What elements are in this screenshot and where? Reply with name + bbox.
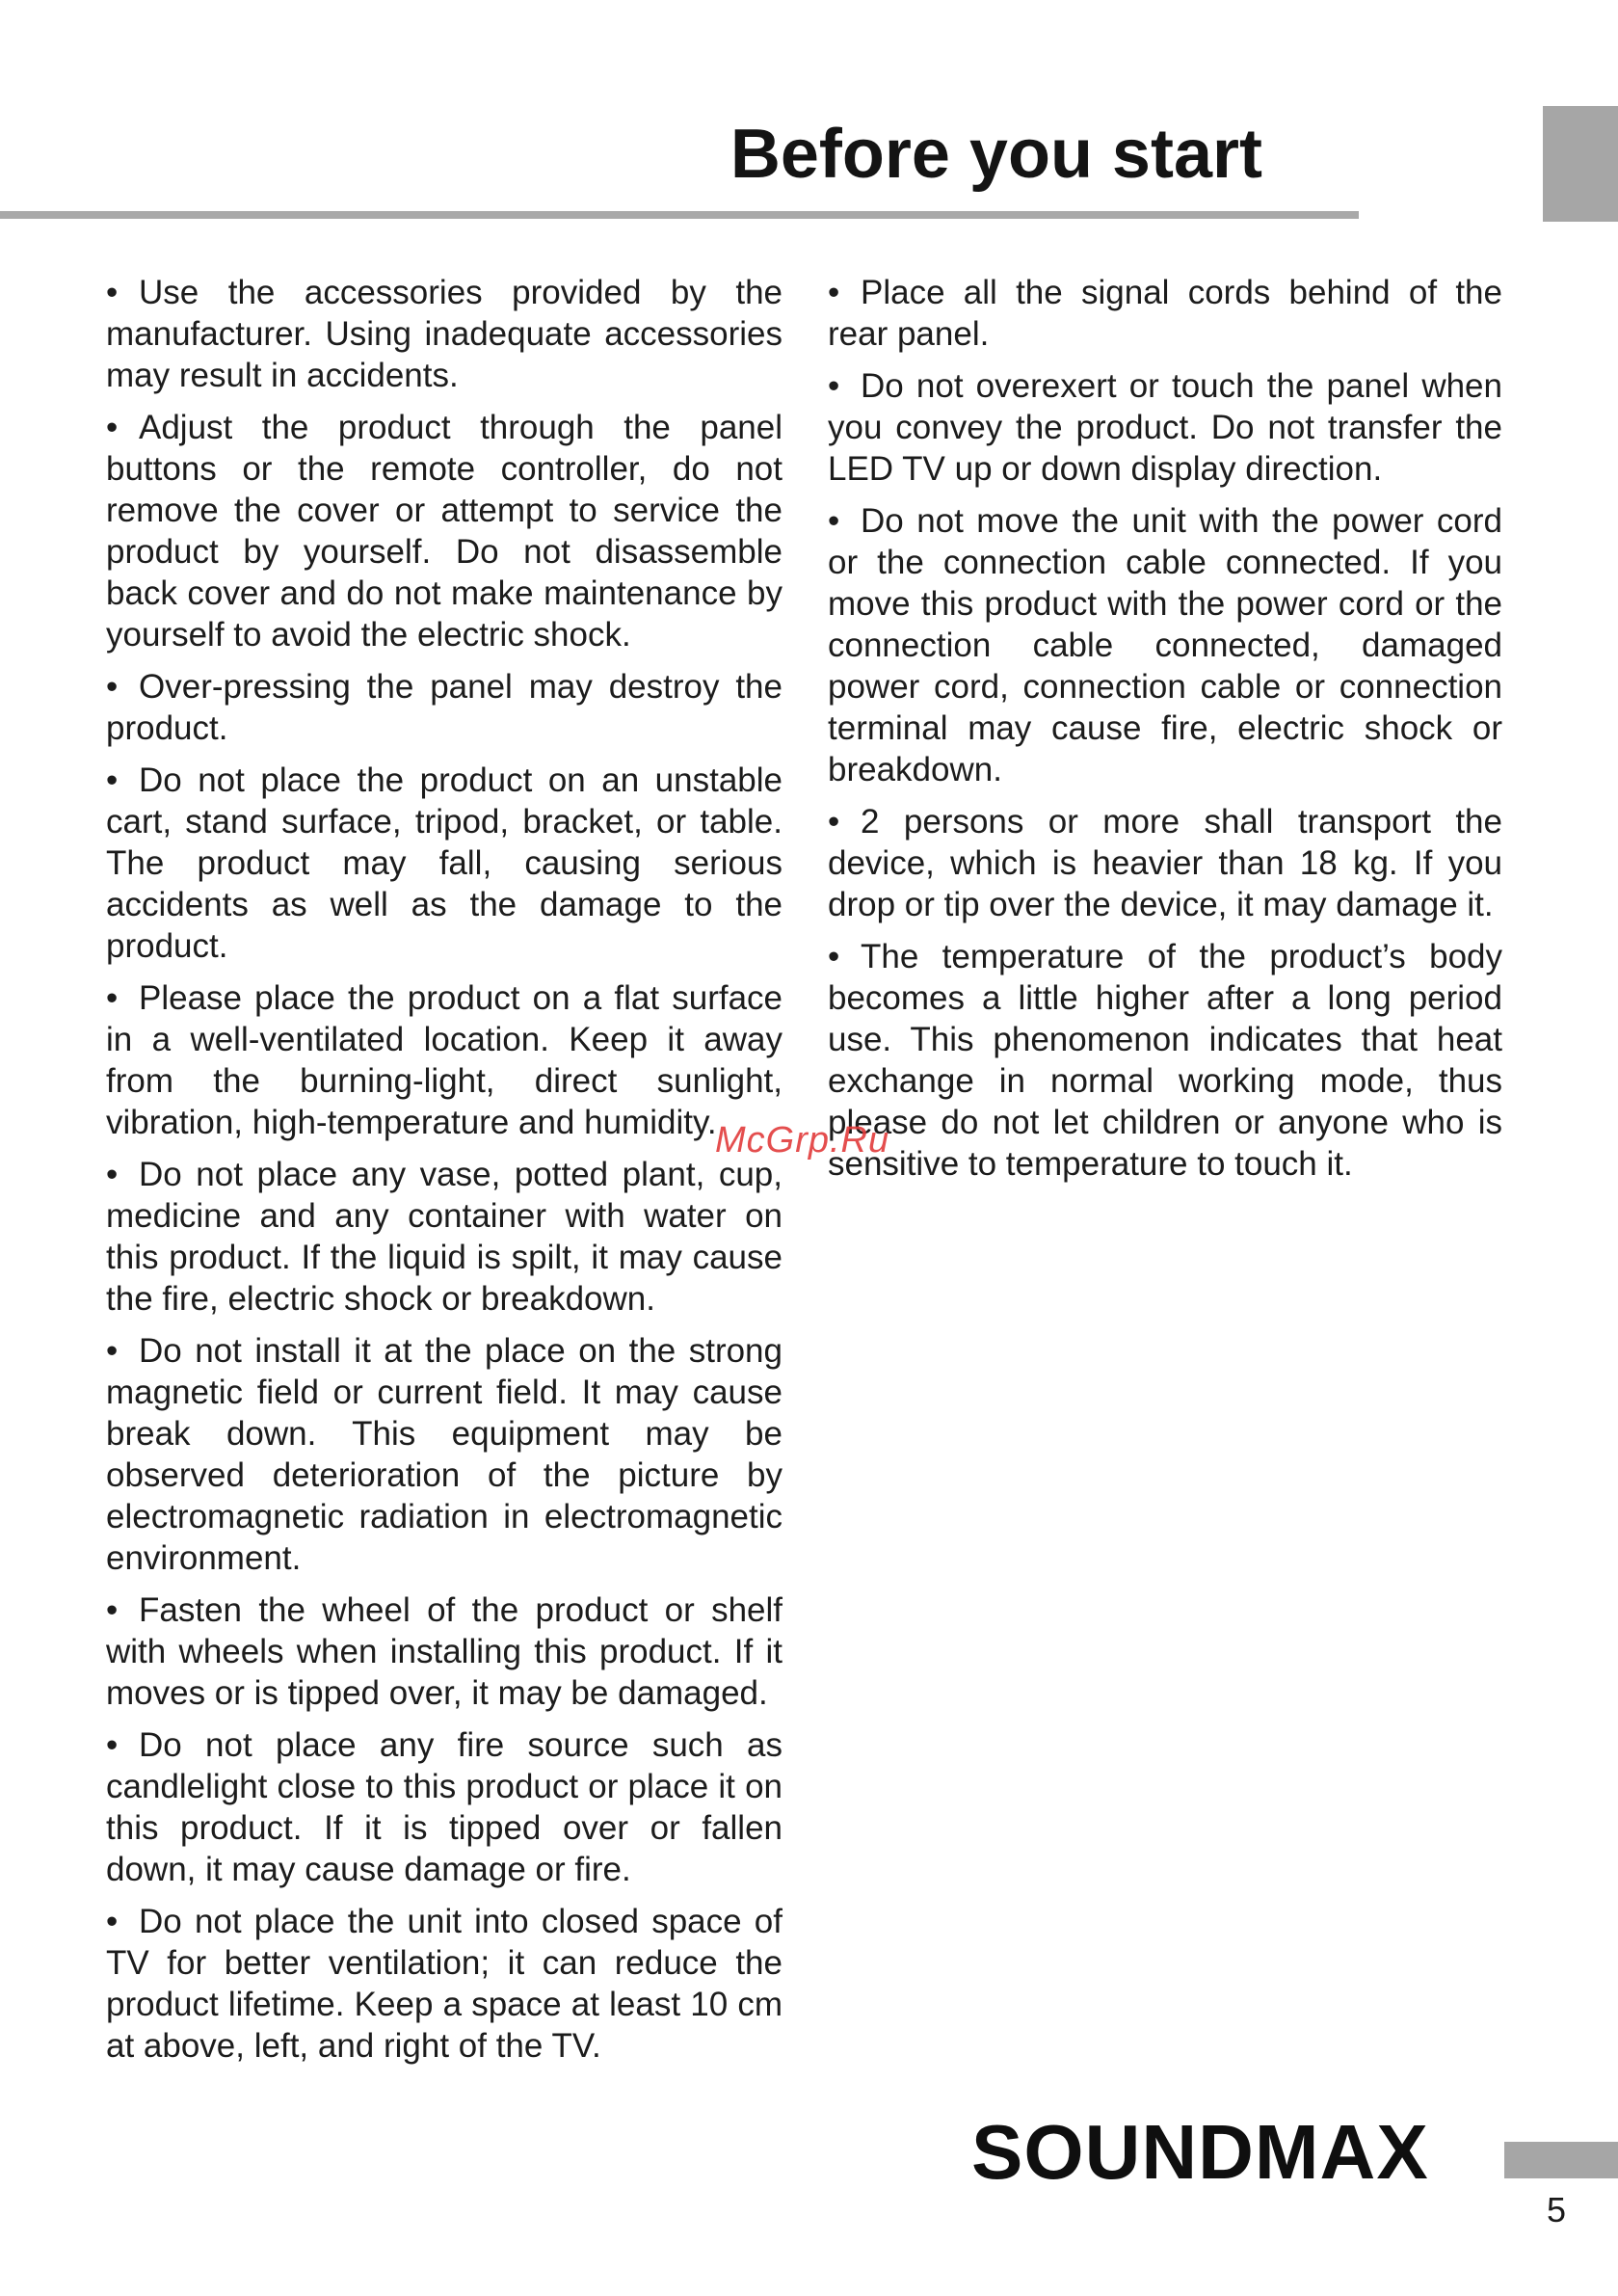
bullet-dot: •	[106, 761, 119, 799]
list-item	[106, 1724, 782, 1890]
list-item-text: The temperature of the product’s body becomes a little higher after a long period use. This phenomenon indicates that heat exchange in normal working mode, thus please do not let children or anyone who is sensitive to temperature to touch it.	[828, 938, 1502, 1183]
list-item	[106, 1589, 782, 1714]
list-item-text: Do not install it at the place on the strong magnetic field or current field. It may cause break down. This equipment may be observed deterioration of the picture by electromagnetic radiation in electromagnetic environment.	[106, 1332, 782, 1577]
bullet-dot: •	[106, 668, 119, 706]
list-item	[828, 936, 1502, 1185]
bullet-dot: •	[106, 1591, 119, 1629]
list-item	[106, 760, 782, 967]
list-item-text: Use the accessories provided by the manufacturer. Using inadequate accessories may result in accidents.	[106, 274, 782, 394]
bullet-dot: •	[828, 938, 840, 975]
right-column	[828, 272, 1502, 1195]
list-item	[106, 1901, 782, 2067]
list-item-text: 2 persons or more shall transport the device, which is heavier than 18 kg. If you drop or tip over the device, it may damage it.	[828, 803, 1502, 923]
header-rule	[0, 211, 1359, 219]
list-item	[106, 977, 782, 1143]
list-item-text: Place all the signal cords behind of the rear panel.	[828, 274, 1502, 353]
brand-logo: SOUNDMAX	[971, 2109, 1429, 2195]
bullet-dot: •	[106, 1726, 119, 1764]
list-item-text: Do not place any fire source such as candlelight close to this product or place it on this product. If it is tipped over or fallen down, it may cause damage or fire.	[106, 1726, 782, 1888]
bullet-dot: •	[106, 979, 119, 1017]
page-number: 5	[1546, 2190, 1567, 2229]
side-tab-bottom	[1504, 2142, 1618, 2178]
bullet-dot: •	[106, 409, 119, 446]
list-item-text: Do not place any vase, potted plant, cup, medicine and any container with water on this product. If the liquid is spilt, it may cause the fire, electric shock or breakdown.	[106, 1156, 782, 1318]
bullet-dot: •	[106, 274, 119, 311]
list-item	[828, 500, 1502, 790]
list-item	[106, 666, 782, 749]
bullet-dot: •	[106, 1903, 119, 1940]
list-item-text: Fasten the wheel of the product or shelf with wheels when installing this product. If it moves or is tipped over, it may be damaged.	[106, 1591, 782, 1712]
bullet-dot: •	[828, 803, 840, 841]
list-item-text: Do not overexert or touch the panel when you convey the product. Do not transfer the LED TV up or down display direction.	[828, 367, 1502, 488]
list-item	[106, 1330, 782, 1579]
bullet-dot: •	[828, 274, 840, 311]
list-item-text: Do not place the unit into closed space of TV for better ventilation; it can reduce the product lifetime. Keep a space at least 10 cm at above, left, and right of the TV.	[106, 1903, 782, 2065]
side-tab-top	[1543, 106, 1618, 222]
bullet-dot: •	[106, 1156, 119, 1193]
list-item	[106, 407, 782, 655]
list-item	[106, 1154, 782, 1320]
watermark: McGrp.Ru	[715, 1120, 890, 1161]
page-title: Before you start	[729, 116, 1262, 193]
list-item-text: Do not place the product on an unstable cart, stand surface, tripod, bracket, or table. The product may fall, causing serious accidents as well as the damage to the product.	[106, 761, 782, 965]
list-item-text: Please place the product on a flat surface in a well-ventilated location. Keep it away from the burning-light, direct sunlight, vibration, high-temperature and humidity.	[106, 979, 782, 1141]
list-item-text: Over-pressing the panel may destroy the product.	[106, 668, 782, 747]
list-item	[106, 272, 782, 396]
list-item	[828, 365, 1502, 490]
list-item-text: Do not move the unit with the power cord or the connection cable connected. If you move this product with the power cord or the connection cable connected, damaged power cord, connection cable or connection terminal may cause fire, electric shock or breakdown.	[828, 502, 1502, 788]
bullet-dot: •	[828, 502, 840, 540]
list-item	[828, 272, 1502, 355]
bullet-dot: •	[828, 367, 840, 405]
bullet-dot: •	[106, 1332, 119, 1370]
list-item-text: Adjust the product through the panel buttons or the remote controller, do not remove the cover or attempt to service the product by yourself. Do not disassemble back cover and do not make maintenance by yourself to avoid the electric shock.	[106, 409, 782, 654]
left-column	[106, 272, 782, 2077]
list-item	[828, 801, 1502, 925]
